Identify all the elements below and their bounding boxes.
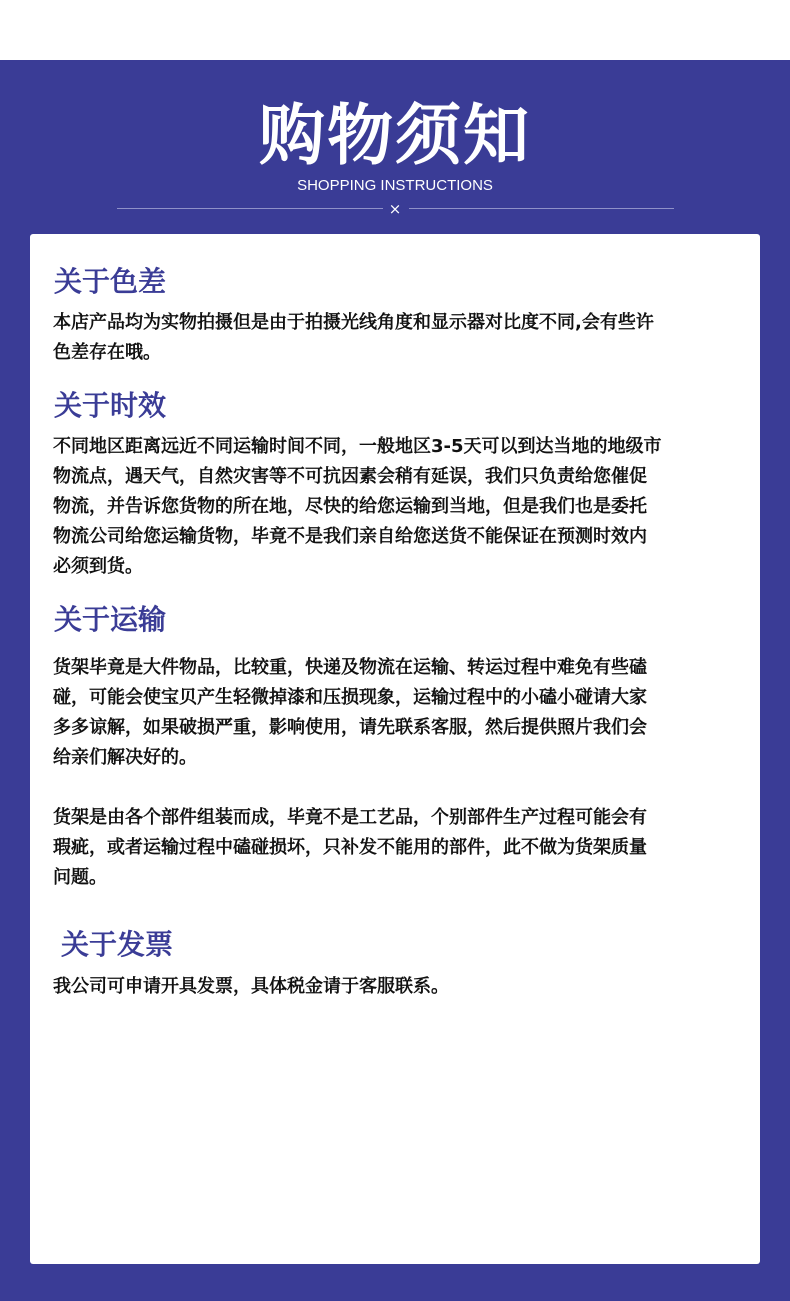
page-title: 购物须知 bbox=[259, 97, 531, 174]
section-body-delivery-time: 不同地区距离远近不同运输时间不同，一般地区3-5天可以到达当地的地级市 物流点，遇天气，自然灾害等不可抗因素会稍有延误，我们只负责给您催促 物流，并告诉您货物的所在地，尽快的给您运输到当地，但是我们也是委托 物流公司给您运输货物，毕竟不是我们亲自给您送货不能保证在预测时效内 必须到货。 bbox=[53, 436, 662, 577]
section-body-shipping-2: 货架是由各个部件组装而成，毕竟不是工艺品，个别部件生产过程可能会有 瑕疵，或者运输过程中磕碰损坏，只补发不能用的部件，此不做为货架质量 问题。 bbox=[53, 807, 647, 888]
section-title-invoice: 关于发票 bbox=[61, 928, 174, 961]
section-title-shipping: 关于运输 bbox=[54, 603, 167, 636]
section-body-shipping-1: 货架毕竟是大件物品，比较重，快递及物流在运输、转运过程中难免有些磕 碰，可能会使宝贝产生轻微掉漆和压损现象，运输过程中的小磕小碰请大家 多多谅解，如果破损严重，影响使用，请先联系客服，然后提供照片我们会 给亲们解决好的。 bbox=[53, 657, 647, 768]
section-title-color-difference: 关于色差 bbox=[54, 265, 167, 298]
top-margin bbox=[0, 0, 790, 60]
section-body-color-difference: 本店产品均为实物拍摄但是由于拍摄光线角度和显示器对比度不同,会有些许 色差存在哦。 bbox=[53, 312, 654, 363]
section-body-invoice: 我公司可申请开具发票，具体税金请于客服联系。 bbox=[53, 976, 449, 997]
section-title-delivery-time: 关于时效 bbox=[54, 389, 167, 422]
divider-right bbox=[409, 208, 674, 209]
page-subtitle: SHOPPING INSTRUCTIONS bbox=[297, 177, 493, 194]
divider-left bbox=[117, 208, 383, 209]
divider-x-icon: × bbox=[388, 200, 402, 218]
instructions-card bbox=[30, 234, 760, 1264]
